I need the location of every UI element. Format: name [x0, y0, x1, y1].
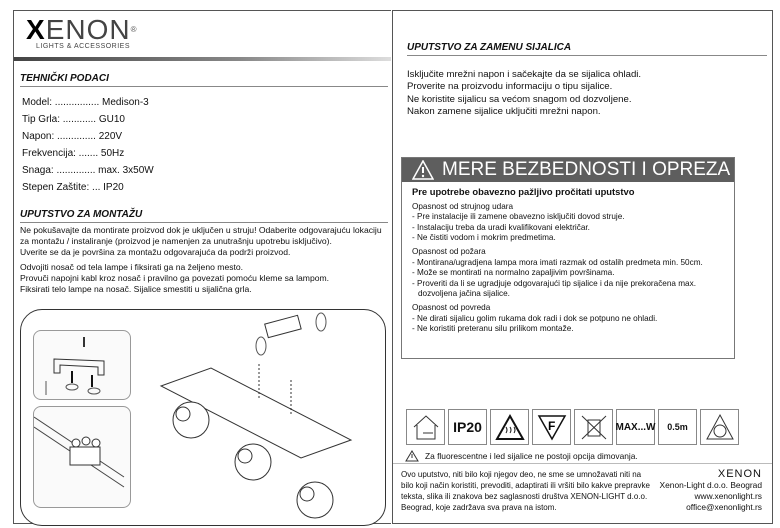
hot-surface-icon — [490, 409, 529, 445]
f-mark-icon — [532, 409, 571, 445]
text-line: Provuči napojni kabl kroz nosač i pravilno ga povezati pomoću kleme sa lampom. — [20, 273, 330, 284]
logo-x: X — [26, 14, 46, 45]
tech-specs — [22, 94, 154, 196]
left-page — [13, 10, 391, 524]
copyright-notice — [401, 469, 650, 513]
footer-divider — [393, 463, 772, 464]
svg-text:F: F — [547, 419, 555, 433]
list-item: - Ne koristiti preteranu silu prilikom montaže. — [412, 324, 574, 334]
group-heading: Opasnost od strujnog udara — [412, 201, 514, 211]
weee-bin-icon — [574, 409, 613, 445]
fire-hazard-group — [412, 247, 724, 300]
terminal-block-icon — [34, 407, 130, 507]
text-line: Proverite na proizvodu informaciju o tipu sijalice. — [407, 81, 613, 93]
mini-logo: XENON — [717, 468, 762, 480]
spec-socket: Tip Grla: ............ GU10 — [22, 114, 125, 125]
text-line: Nakon zamene sijalice uključiti mrežni napon. — [407, 106, 601, 118]
list-item: - Montirana/ugradjena lampa mora imati razmak od ostalih predmeta min. 50cm. — [412, 257, 703, 267]
max-watt-label: MAX...W — [615, 421, 656, 433]
website-link[interactable]: www.xenonlight.rs — [694, 491, 762, 501]
mounting-para-1 — [20, 225, 382, 259]
group-heading: Opasnost od povreda — [412, 302, 491, 312]
text-line: Uverite se da je površina za montažu odgovarajuća da podrži proizvod. — [20, 247, 291, 258]
text-line: za montažu / instaliranje (proizvod je namenjen za unutrašnju upotrebu isključivo). — [20, 236, 332, 247]
bracket-drawing-icon — [34, 331, 130, 399]
warning-triangle-icon — [412, 160, 434, 180]
tech-title: TEHNIČKI PODACI — [20, 73, 388, 87]
dimming-note-text: Za fluorescentne i led sijalice ne postoji opcija dimovanja. — [425, 451, 638, 461]
spec-ip: Stepen Zaštite: ... IP20 — [22, 182, 124, 193]
safety-lead: Pre upotrebe obavezno pažljivo pročitati uputstvo — [412, 186, 635, 197]
company-info — [660, 469, 762, 513]
dimming-note — [405, 450, 638, 462]
text-line: teksta, slika ili znakova bez saglasnosti društva XENON-LIGHT d.o.o. — [401, 492, 648, 501]
logo-tagline: LIGHTS & ACCESSORIES — [36, 43, 131, 50]
email-link[interactable]: office@xenonlight.rs — [686, 502, 762, 512]
company-name: Xenon-Light d.o.o. Beograd — [659, 480, 762, 490]
symbol-row — [406, 409, 739, 445]
safety-header — [402, 158, 734, 182]
mounting-illustration — [20, 309, 386, 526]
text-line: Odvojiti nosač od tela lampe i fiksirati ga na željeno mesto. — [20, 262, 244, 272]
text-line: Fiksirati telo lampe na nosač. Sijalice smestiti u sijalična grla. — [20, 284, 252, 295]
max-watt-icon — [616, 409, 655, 445]
spec-frequency: Frekvencija: ....... 50Hz — [22, 148, 125, 159]
text-line: Isključite mrežni napon i sačekajte da se sijalica ohladi. — [407, 69, 642, 80]
right-page — [392, 10, 773, 524]
spec-model: Model: ................ Medison-3 — [22, 97, 149, 108]
text-line: bilo koji način koristiti, prevoditi, adaptirati ili vršiti bilo kakve prepravke — [401, 481, 650, 490]
list-item: - Može se montirati na normalno zapaljivim površinama. — [412, 268, 615, 278]
safety-box — [401, 157, 735, 359]
group-heading: Opasnost od požara — [412, 246, 486, 256]
ip20-icon — [448, 409, 487, 445]
list-item: - Instalaciju treba da uradi kvalifikovani električar. — [412, 222, 590, 232]
dimmable-icon — [700, 409, 739, 445]
safety-title: MERE BEZBEDNOSTI I OPREZA — [442, 159, 731, 180]
text-line: Beograd, koje zadržava sva prava na istom. — [401, 503, 557, 512]
warning-small-icon — [405, 450, 419, 462]
replacement-title: UPUTSTVO ZA ZAMENU SIJALICA — [407, 42, 767, 56]
header-divider — [14, 57, 391, 61]
list-item: - Proveriti da li se ugradjuje odgovarajući tip sijalice i da nije prekoračena max. — [412, 278, 696, 288]
injury-hazard-group — [412, 303, 724, 335]
logo-text: ENON — [45, 14, 131, 45]
list-item: - Ne čistiti vodom i mokrim predmetima. — [412, 233, 556, 243]
shock-hazard-group — [412, 202, 724, 244]
replacement-instructions — [407, 69, 641, 119]
mounting-para-2 — [20, 262, 329, 296]
three-spot-lamp-drawing-icon — [151, 310, 381, 520]
text-line: Ovo uputstvo, niti bilo koji njegov deo, ne sme se umnožavati niti na — [401, 470, 642, 479]
spec-power: Snaga: .............. max. 3x50W — [22, 165, 154, 176]
registered-mark: ® — [130, 25, 138, 34]
xenon-logo — [26, 15, 138, 50]
distance-label: 0.5m — [667, 422, 688, 432]
indoor-use-icon — [406, 409, 445, 445]
text-line: Ne pokušavajte da montirate proizvod dok je uključen u struju! Odaberite odgovarajuću lokaciju — [20, 225, 382, 235]
bracket-inset — [33, 330, 131, 400]
spec-voltage: Napon: .............. 220V — [22, 131, 123, 142]
min-distance-icon — [658, 409, 697, 445]
text-line: Ne koristite sijalicu sa većom snagom od dozvoljene. — [407, 93, 632, 105]
list-item: - Pre instalacije ili zamene obavezno isključiti dovod struje. — [412, 212, 625, 222]
terminal-inset — [33, 406, 131, 508]
ip-label: IP20 — [453, 419, 482, 435]
list-item: dozvoljena jačina sijalice. — [418, 289, 510, 299]
mounting-title: UPUTSTVO ZA MONTAŽU — [20, 209, 388, 223]
list-item: - Ne dirati sijalicu golim rukama dok radi i dok se potpuno ne ohladi. — [412, 313, 658, 323]
